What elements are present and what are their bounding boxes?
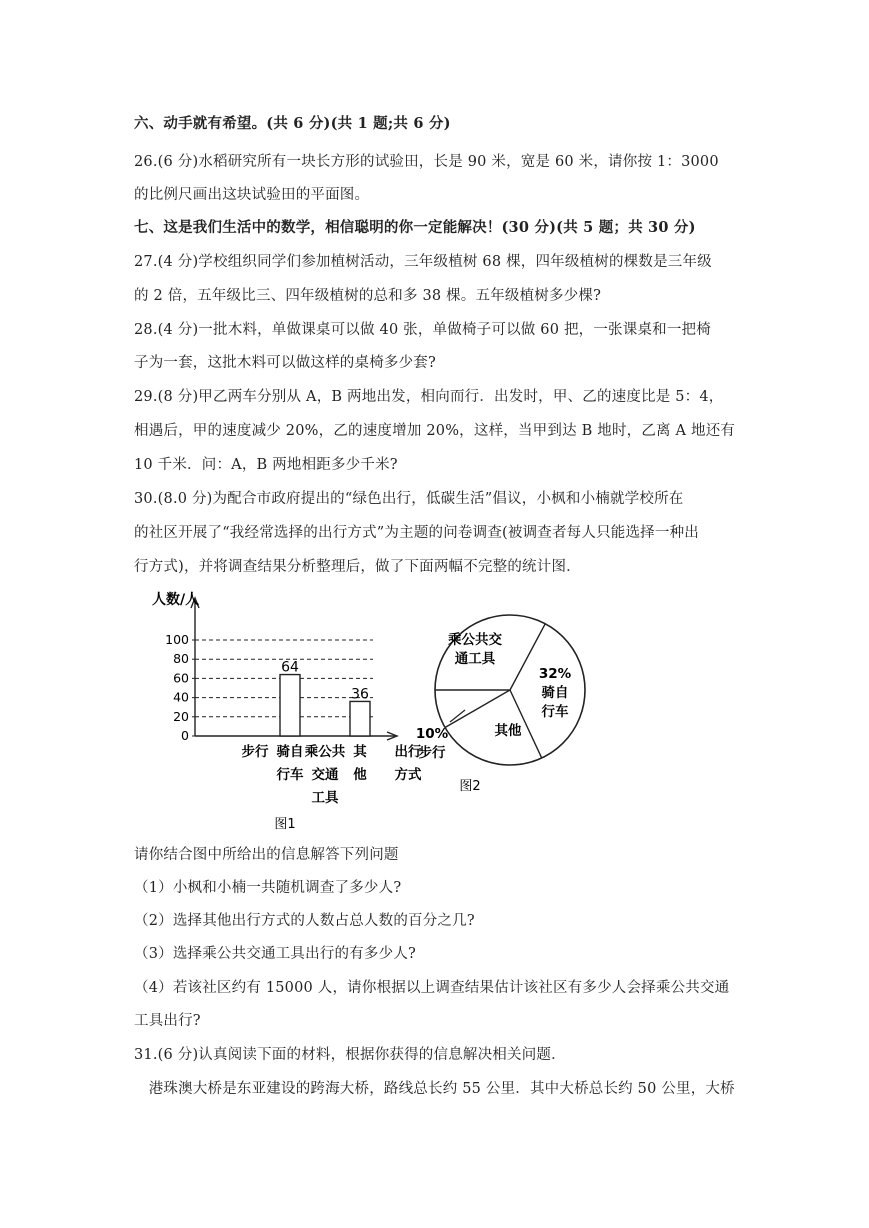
figure-2-caption: 图2 [459,779,481,794]
y-axis-label: 人数/人 [152,592,200,608]
bar-骑自行车 [280,675,300,736]
question-30-prompt: 请你结合图中所给出的信息解答下列问题 [134,847,399,863]
question-30-line-2: 的社区开展了“我经常选择的出行方式”为主题的问卷调查(被调查者每人只能选择一种出 [134,525,699,541]
y-tick-label: 20 [173,708,189,724]
bar-chart-figure-1 [150,586,440,836]
question-30-line-1: 30.(8.0 分)为配合市政府提出的“绿色出行，低碳生活”倡议，小枫和小楠就学校所在 [134,491,684,507]
pie-slice-label: 步行 [418,745,446,761]
pie-slice-label: 通工具 [454,651,496,667]
x-category-label: 步行 [241,744,269,760]
question-31-line-1: 31.(6 分)认真阅读下面的材料，根据你获得的信息解决相关问题． [134,1047,566,1063]
pie-slice-label: 骑自 [541,685,569,701]
bar-value-label: 36 [351,686,369,703]
bar-value-label: 64 [281,659,299,676]
x-category-label: 工具 [311,790,339,806]
pie-slice-label: 乘公共交 [448,632,502,648]
pie-slice-label: 10% [415,726,449,742]
bar-其他 [350,701,370,736]
question-30-sub-2: （2）选择其他出行方式的人数占总人数的百分之几? [134,913,475,929]
x-category-label: 骑自 [276,744,304,760]
question-28-line-2: 子为一套，这批木料可以做这样的桌椅多少套? [134,355,436,371]
question-30-sub-1: （1）小枫和小楠一共随机调查了多少人? [134,880,402,896]
y-tick-label: 60 [173,670,189,686]
x-axis-label-line-2: 方式 [394,767,422,783]
question-31-material-line-1: 港珠澳大桥是东亚建设的跨海大桥，路线总长约 55 公里．其中大桥总长约 50 公里，大桥 [134,1081,735,1097]
x-category-label: 交通 [311,767,339,783]
question-30-line-3: 行方式)，并将调查结果分析整理后，做了下面两幅不完整的统计图． [134,559,581,575]
x-category-label: 行车 [276,767,304,783]
question-26-line-2: 的比例尺画出这块试验田的平面图。 [134,187,370,203]
pie-chart-figure-2 [410,600,590,800]
x-category-label: 乘公共 [304,744,346,760]
question-29-line-3: 10 千米．问：A，B 两地相距多少千米? [134,457,398,473]
question-29-line-2: 相遇后，甲的速度减少 20%，乙的速度增加 20%，这样，当甲到达 B 地时，乙离 A 地还有 [134,423,736,439]
x-category-label: 其 [353,744,367,760]
y-tick-label: 0 [181,728,189,743]
x-axis-label-line-1: 出行 [394,744,422,760]
pie-slice-label: 32% [538,666,572,682]
question-30-sub-4-line-2: 工具出行? [134,1013,201,1029]
question-29-line-1: 29.(8 分)甲乙两车分别从 A，B 两地出发，相向而行．出发时，甲、乙的速度比是 5：4， [134,389,724,405]
section-six-heading: 六、动手就有希望。(共 6 分)(共 1 题;共 6 分) [134,115,451,132]
section-seven-heading: 七、这是我们生活中的数学，相信聪明的你一定能解决！(30 分)(共 5 题；共 30 分) [134,219,696,236]
y-tick-label: 100 [165,632,189,647]
figure-1-caption: 图1 [274,817,296,832]
question-27-line-1: 27.(4 分)学校组织同学们参加植树活动，三年级植树 68 棵，四年级植树的棵数是三年级 [134,254,712,270]
question-27-line-2: 的 2 倍，五年级比三、四年级植树的总和多 38 棵。五年级植树多少棵? [134,288,602,304]
y-tick-label: 40 [173,689,189,705]
y-tick-label: 80 [173,651,189,667]
question-28-line-1: 28.(4 分)一批木料，单做课桌可以做 40 张，单做椅子可以做 60 把，一张课桌和一把椅 [134,322,711,338]
pie-slice-label: 行车 [541,704,569,720]
x-category-label: 他 [353,767,367,783]
question-30-sub-3: （3）选择乘公共交通工具出行的有多少人? [134,946,416,962]
question-30-sub-4-line-1: （4）若该社区约有 15000 人，请你根据以上调查结果估计该社区有多少人会择乘公共交通 [134,980,730,996]
question-26-line-1: 26.(6 分)水稻研究所有一块长方形的试验田，长是 90 米，宽是 60 米，请你按 1：3000 [134,154,719,170]
pie-slice-label: 其他 [494,723,522,739]
